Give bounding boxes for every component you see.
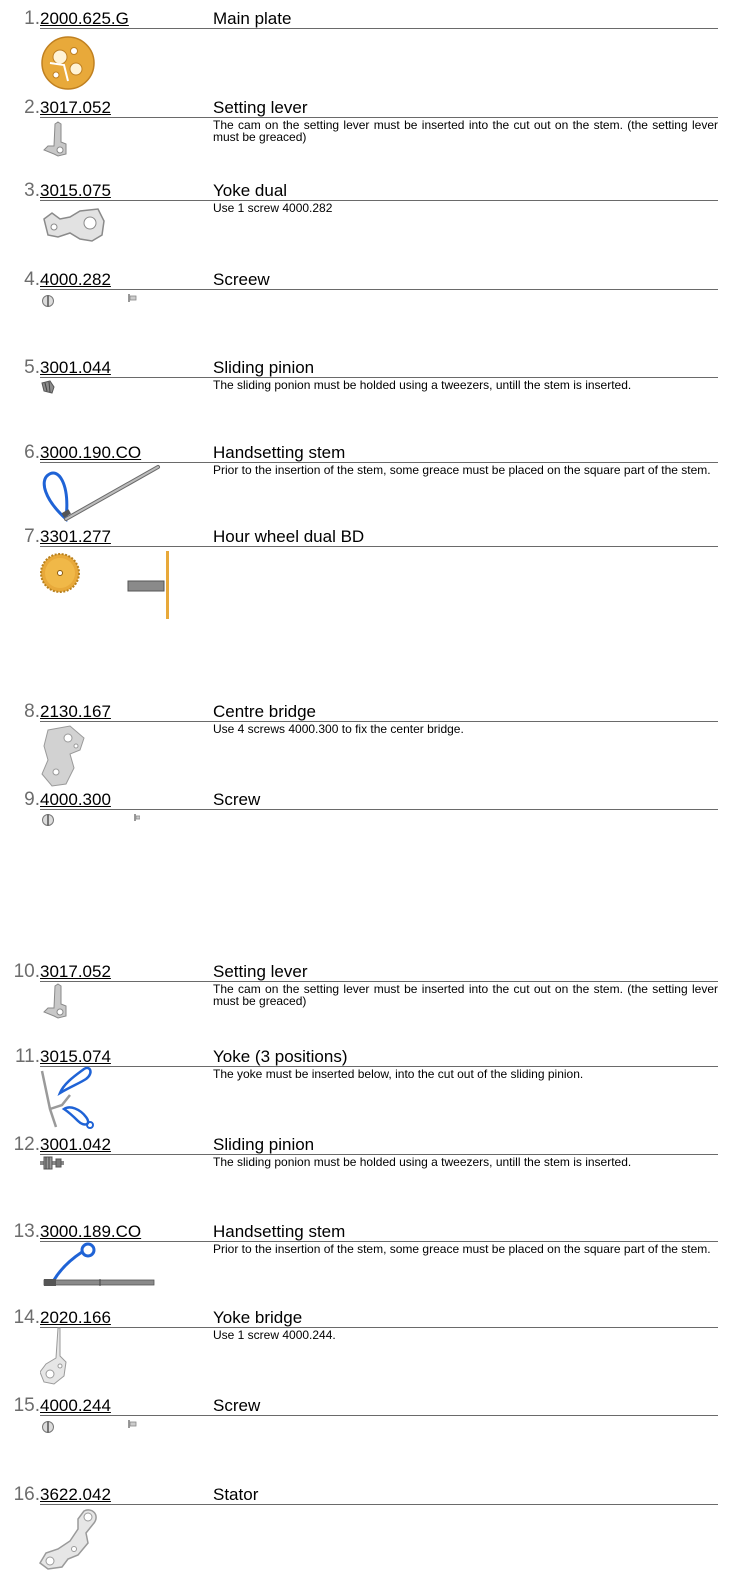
part-code-link[interactable]: 3015.074 [40, 1047, 111, 1066]
part-name: Handsetting stem [213, 1222, 346, 1241]
screw-icon [40, 292, 140, 308]
step-number: 13. [13, 1221, 40, 1242]
part-name: Yoke (3 positions) [213, 1047, 348, 1066]
part-description: The yoke must be inserted below, into the cut out of the sliding pinion. [213, 1067, 584, 1081]
part-description: The sliding ponion must be holded using a tweezers, untill the stem is inserted. [213, 1155, 632, 1169]
part-code-link[interactable]: 4000.282 [40, 270, 111, 289]
handsetting-stem-icon [40, 1242, 160, 1288]
part-description: Use 1 screw 4000.282 [213, 201, 333, 215]
divider [40, 809, 718, 810]
part-code-link[interactable]: 3017.052 [40, 98, 111, 117]
part-name: Yoke bridge [213, 1308, 303, 1327]
step-number: 15. [13, 1395, 40, 1416]
step-number: 10. [13, 961, 40, 982]
yoke-bridge-icon [40, 1326, 70, 1386]
part-name: Handsetting stem [213, 443, 346, 462]
part-name: Main plate [213, 9, 292, 28]
divider [40, 546, 718, 547]
step-number: 2. [24, 97, 40, 118]
sliding-pinion-icon [40, 379, 58, 395]
divider [40, 1504, 718, 1505]
part-name: Screw [213, 1396, 261, 1415]
divider [40, 1415, 718, 1416]
part-name: Sliding pinion [213, 358, 315, 377]
stator-icon [38, 1507, 102, 1573]
part-description: The cam on the setting lever must be inserted into the cut out on the stem. (the setting lever must be greaced) [213, 118, 718, 144]
part-code-link[interactable]: 2000.625.G [40, 9, 129, 28]
yoke-dual-icon [40, 205, 110, 245]
part-code-link[interactable]: 3017.052 [40, 962, 111, 981]
step-number: 16. [13, 1484, 40, 1505]
part-description: Prior to the insertion of the stem, some greace must be placed on the square part of the stem. [213, 1242, 711, 1256]
part-name: Stator [213, 1485, 259, 1504]
part-code-link[interactable]: 3000.189.CO [40, 1222, 142, 1241]
part-code-link[interactable]: 2130.167 [40, 702, 111, 721]
part-name: Yoke dual [213, 181, 288, 200]
setting-lever-icon [40, 120, 76, 160]
divider [40, 28, 718, 29]
step-number: 3. [24, 180, 40, 201]
step-number: 12. [13, 1134, 40, 1155]
hour-wheel-icon [40, 551, 180, 621]
screw-icon [40, 1418, 140, 1434]
screw-icon [40, 811, 140, 827]
part-name: Screew [213, 270, 270, 289]
yoke-icon [40, 1065, 110, 1131]
part-code-link[interactable]: 3001.044 [40, 358, 111, 377]
part-name: Setting lever [213, 962, 308, 981]
part-code-link[interactable]: 3001.042 [40, 1135, 111, 1154]
part-name: Sliding pinion [213, 1135, 315, 1154]
part-code-link[interactable]: 2020.166 [40, 1308, 111, 1327]
step-number: 11. [14, 1046, 40, 1067]
part-description: The cam on the setting lever must be inserted into the cut out on the stem. (the setting lever must be greaced) [213, 982, 718, 1008]
step-number: 4. [24, 269, 40, 290]
sliding-pinion-icon [40, 1155, 70, 1171]
part-code-link[interactable]: 4000.300 [40, 790, 111, 809]
part-description: Use 4 screws 4000.300 to fix the center bridge. [213, 722, 464, 736]
step-number: 5. [24, 357, 40, 378]
part-code-link[interactable]: 3301.277 [40, 527, 111, 546]
part-code-link[interactable]: 3000.190.CO [40, 443, 142, 462]
part-code-link[interactable]: 3622.042 [40, 1485, 111, 1504]
centre-bridge-icon [40, 724, 90, 790]
part-name: Setting lever [213, 98, 308, 117]
part-name: Screw [213, 790, 261, 809]
divider [40, 200, 718, 201]
divider [40, 1327, 718, 1328]
part-code-link[interactable]: 4000.244 [40, 1396, 111, 1415]
step-number: 1. [24, 8, 40, 29]
part-name: Hour wheel dual BD [213, 527, 365, 546]
part-description: Prior to the insertion of the stem, some greace must be placed on the square part of the stem. [213, 463, 711, 477]
part-description: The sliding ponion must be holded using a tweezers, untill the stem is inserted. [213, 378, 632, 392]
step-number: 14. [13, 1307, 40, 1328]
setting-lever-icon [40, 982, 76, 1022]
step-number: 8. [24, 701, 40, 722]
handsetting-stem-icon [40, 463, 170, 523]
part-name: Centre bridge [213, 702, 317, 721]
divider [40, 289, 718, 290]
main-plate-icon [40, 35, 96, 91]
step-number: 7. [24, 526, 40, 547]
part-code-link[interactable]: 3015.075 [40, 181, 111, 200]
step-number: 6. [24, 442, 40, 463]
step-number: 9. [24, 789, 40, 810]
part-description: Use 1 screw 4000.244. [213, 1328, 336, 1342]
